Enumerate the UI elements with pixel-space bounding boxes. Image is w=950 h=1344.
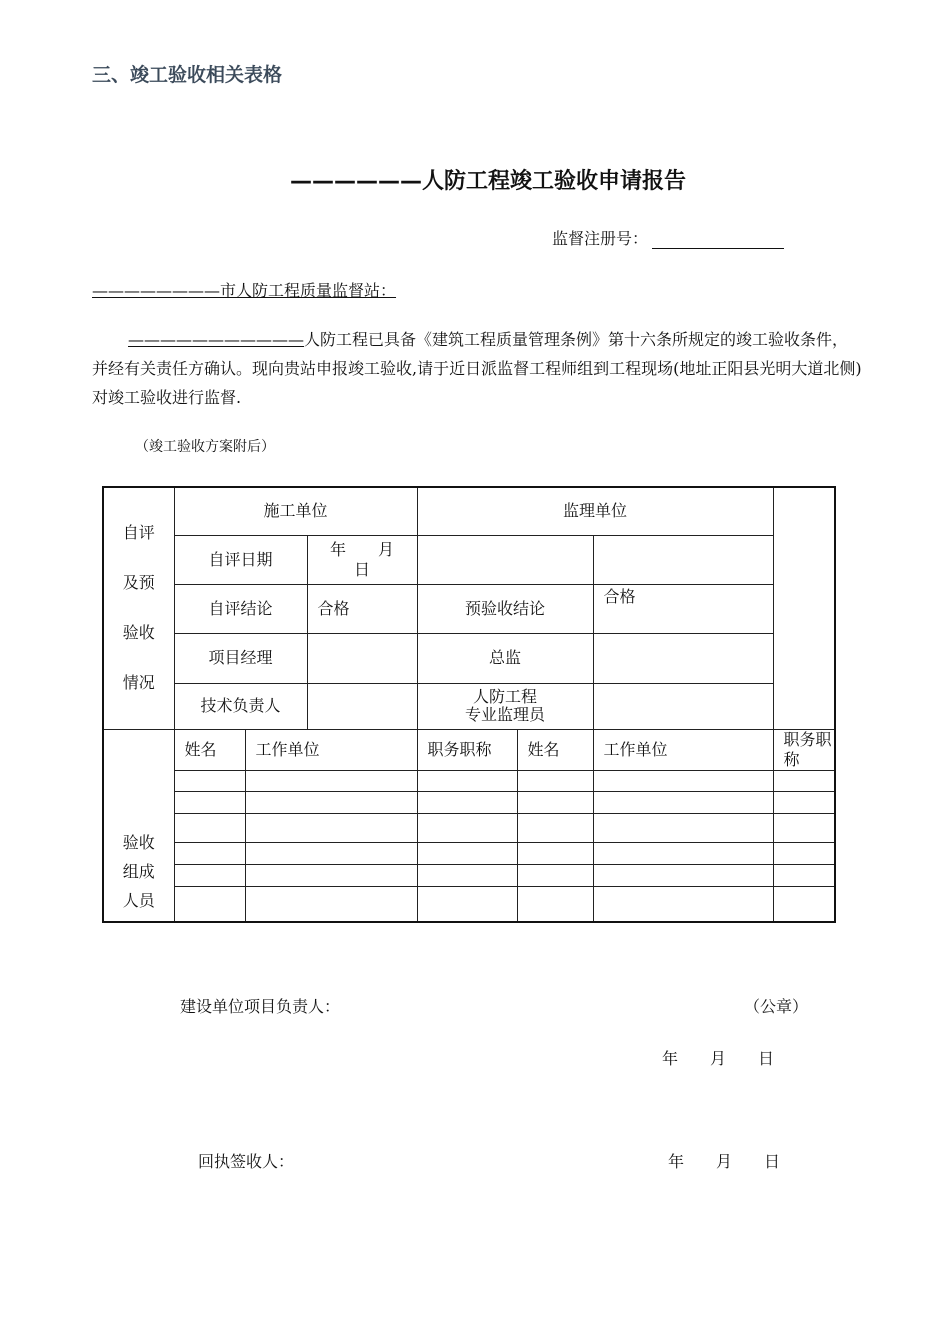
- member-cell[interactable]: [593, 813, 773, 842]
- member-cell[interactable]: [593, 886, 773, 922]
- member-cell[interactable]: [517, 842, 593, 864]
- member-cell[interactable]: [174, 864, 245, 886]
- side-label-line: 情况: [122, 673, 155, 693]
- member-cell[interactable]: [245, 864, 417, 886]
- builder-lead-signature-label: 建设单位项目负责人：: [180, 997, 341, 1016]
- member-cell[interactable]: [517, 791, 593, 813]
- member-row: [103, 864, 835, 886]
- member-cell[interactable]: [517, 813, 593, 842]
- project-manager-label: 项目经理: [174, 633, 307, 683]
- member-cell[interactable]: [174, 791, 245, 813]
- member-cell[interactable]: [174, 842, 245, 864]
- builder-sign-date[interactable]: 年 月 日: [662, 1049, 775, 1068]
- member-cell[interactable]: [174, 770, 245, 791]
- member-cell[interactable]: [773, 791, 835, 813]
- registration-number: [552, 226, 784, 249]
- label-line: 专业监理员: [464, 705, 545, 724]
- member-cell[interactable]: [773, 886, 835, 922]
- side-label-line: 验收: [122, 833, 155, 852]
- pre-acceptance-conclusion-value[interactable]: 合格: [593, 584, 773, 633]
- document-title: ——————人防工程竣工验收申请报告: [290, 169, 687, 194]
- registration-label: 监督注册号：: [552, 229, 649, 248]
- side-label-line: 及预: [122, 573, 155, 593]
- civil-defense-supervisor-value[interactable]: [593, 683, 773, 729]
- member-row: [103, 813, 835, 842]
- chief-supervisor-label: 总监: [417, 633, 593, 683]
- member-cell[interactable]: [593, 842, 773, 864]
- self-eval-date-value[interactable]: 年 月 日: [307, 535, 417, 584]
- pre-acceptance-conclusion-label: 预验收结论: [417, 584, 593, 633]
- technical-lead-label: 技术负责人: [174, 683, 307, 729]
- member-cell[interactable]: [417, 813, 517, 842]
- member-cell[interactable]: [517, 770, 593, 791]
- member-cell[interactable]: [517, 886, 593, 922]
- member-cell[interactable]: [245, 842, 417, 864]
- attachment-note: （竣工验收方案附后）: [135, 439, 275, 455]
- addressee-colon: ：: [380, 281, 397, 300]
- official-seal-label: （公章）: [744, 997, 809, 1016]
- civil-defense-supervisor-label: [417, 683, 593, 729]
- addressee: [92, 278, 396, 301]
- col-header-title: 职务职称: [417, 729, 517, 770]
- col-header-name: 姓名: [517, 729, 593, 770]
- acceptance-form-table: [102, 486, 836, 923]
- member-cell[interactable]: [245, 813, 417, 842]
- member-cell[interactable]: [773, 813, 835, 842]
- member-cell[interactable]: [417, 770, 517, 791]
- self-eval-conclusion-label: 自评结论: [174, 584, 307, 633]
- supervision-unit-header: 监理单位: [417, 487, 773, 535]
- receipt-signer-label: 回执签收人：: [198, 1152, 295, 1171]
- member-cell[interactable]: [417, 886, 517, 922]
- project-name-blank[interactable]: ———————————: [128, 330, 304, 349]
- body-paragraph: [92, 325, 862, 412]
- side-label-line: 人员: [122, 891, 155, 910]
- member-cell[interactable]: [517, 864, 593, 886]
- member-row: [103, 770, 835, 791]
- side-label-line: 组成: [122, 862, 155, 881]
- self-eval-conclusion-value[interactable]: 合格: [307, 584, 417, 633]
- supervision-cell[interactable]: [593, 535, 773, 584]
- body-text: 人防工程已具备《建筑工程质量管理条例》第十六条所规定的竣工验收条件，并经有关责任方确认。现向贵站申报竣工验收,请于近日派监督工程师组到工程现场(地址正阳县光明大道北侧)对竣工验收进行监督.: [92, 330, 862, 407]
- member-cell[interactable]: [417, 864, 517, 886]
- member-row: [103, 791, 835, 813]
- member-cell[interactable]: [417, 842, 517, 864]
- side-label-line: 自评: [122, 523, 155, 543]
- member-cell[interactable]: [773, 842, 835, 864]
- member-cell[interactable]: [245, 886, 417, 922]
- addressee-station: ————————市人防工程质量监督站: [92, 281, 381, 300]
- section-heading: 三、竣工验收相关表格: [92, 64, 283, 86]
- receipt-sign-date[interactable]: 年 月 日: [668, 1152, 781, 1171]
- registration-blank[interactable]: [652, 232, 784, 249]
- project-manager-value[interactable]: [307, 633, 417, 683]
- col-header-title: 职务职称: [773, 729, 835, 770]
- label-line: 人防工程: [472, 687, 537, 706]
- col-header-work-unit: 工作单位: [593, 729, 773, 770]
- construction-unit-header: 施工单位: [174, 487, 417, 535]
- technical-lead-value[interactable]: [307, 683, 417, 729]
- members-side-label: [103, 729, 174, 922]
- supervision-cell[interactable]: [417, 535, 593, 584]
- member-cell[interactable]: [593, 791, 773, 813]
- member-cell[interactable]: [593, 864, 773, 886]
- member-cell[interactable]: [417, 791, 517, 813]
- member-cell[interactable]: [773, 770, 835, 791]
- side-label-line: 验收: [122, 623, 155, 643]
- member-cell[interactable]: [593, 770, 773, 791]
- member-cell[interactable]: [773, 864, 835, 886]
- member-cell[interactable]: [245, 770, 417, 791]
- member-cell[interactable]: [245, 791, 417, 813]
- member-cell[interactable]: [174, 886, 245, 922]
- self-eval-side-label: [103, 487, 174, 729]
- self-eval-date-label: 自评日期: [174, 535, 307, 584]
- member-row: [103, 842, 835, 864]
- col-header-name: 姓名: [174, 729, 245, 770]
- member-cell[interactable]: [174, 813, 245, 842]
- col-header-work-unit: 工作单位: [245, 729, 417, 770]
- member-row: [103, 886, 835, 922]
- chief-supervisor-value[interactable]: [593, 633, 773, 683]
